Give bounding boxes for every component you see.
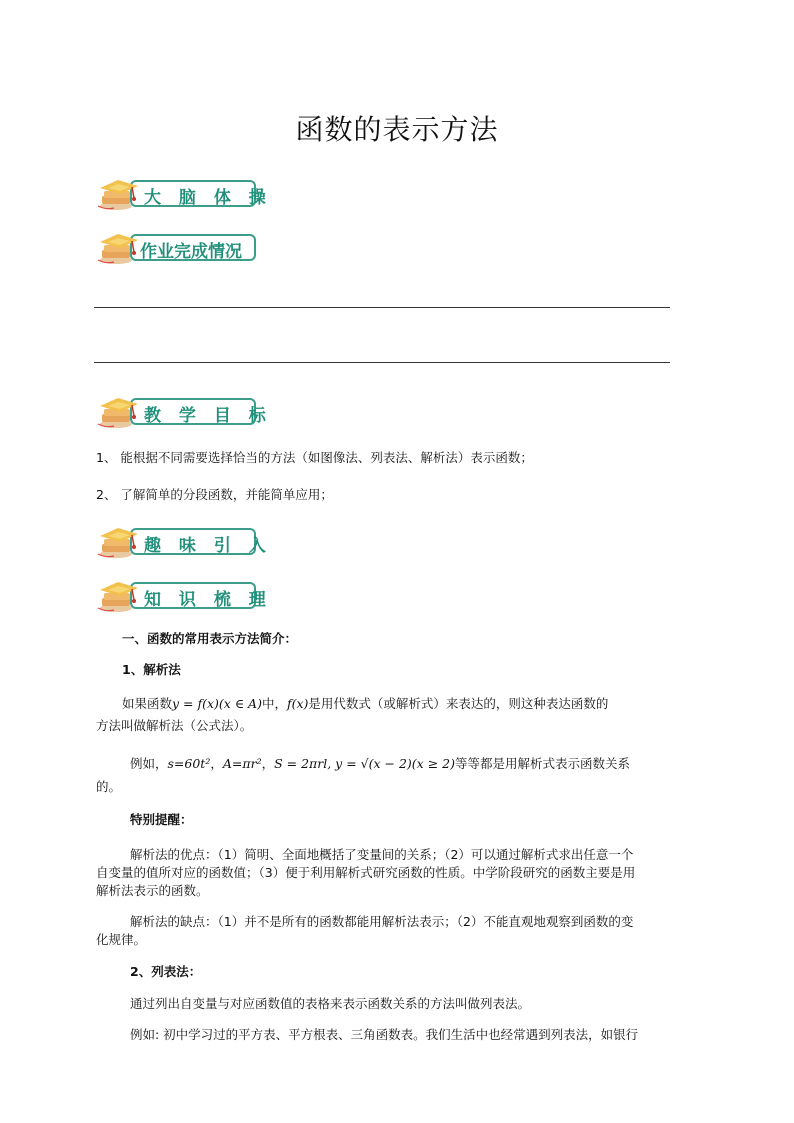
banner-tab [130,398,272,426]
banner-label: 大 脑 体 操 [144,188,272,208]
graduation-hat-icon [96,226,144,266]
formula-surface: S = 2πrl, y = √(x − 2)(x ≥ 2) [274,756,455,771]
banner-brain-exercise [96,172,272,212]
advantages-line3: 解析法表示的函数。 [96,883,209,898]
banner-tab [130,180,272,208]
formula-function: y = f(x)(x ∈ A) [172,696,262,711]
formula-s: s=60t² [167,756,211,771]
formula-area: A=πr² [222,756,262,771]
analytic-paragraph-line1: 如果函数y = f(x)(x ∈ A)中，f(x)是用代数式（或解析式）来表达的，则这种表达函数的 [122,696,609,711]
banner-homework [96,226,260,266]
banner-label: 作业完成情况 [140,242,242,262]
page-title: 函数的表示方法 [295,113,499,146]
disadvantages-line1: 解析法的缺点：（1）并不是所有的函数都能用解析法表示；（2）不能直观地观察到函数的变 [130,914,634,929]
subsection-table: 2、列表法： [130,964,202,979]
goal-item-2: 2、 了解简单的分段函数，并能简单应用； [96,487,333,502]
answer-line [94,307,670,308]
formula-fx: f(x) [286,696,309,711]
tip-title: 特别提醒： [130,812,193,827]
subsection-analytic: 1、解析法 [122,662,181,677]
example-line1: 例如，s=60t²，A=πr²，S = 2πrl, y = √(x − 2)(x ≥ 2)等等都是用解析式表示函数关系 [130,756,630,771]
banner-tab [130,528,272,556]
graduation-hat-icon [96,520,144,560]
goal-item-1: 1、 能根据不同需要选择恰当的方法（如图像法、列表法、解析法）表示函数； [96,450,533,465]
banner-teaching-goals [96,390,272,430]
advantages-line1: 解析法的优点：（1）简明、全面地概括了变量间的关系；（2）可以通过解析式求出任意一个 [130,847,634,862]
table-method-paragraph: 通过列出自变量与对应函数值的表格来表示函数关系的方法叫做列表法。 [130,996,531,1011]
banner-fun-intro [96,520,272,560]
example-line2: 的。 [96,779,122,794]
banner-knowledge-review [96,574,272,614]
banner-tab [130,582,272,610]
advantages-line2: 自变量的值所对应的函数值；（3）便于利用解析式研究函数的性质。中学阶段研究的函数主要是用 [96,865,636,880]
answer-line [94,362,670,363]
graduation-hat-icon [96,574,144,614]
graduation-hat-icon [96,172,144,212]
banner-label: 趣 味 引 入 [144,536,272,556]
graduation-hat-icon [96,390,144,430]
banner-tab [130,234,256,261]
banner-label: 教 学 目 标 [144,406,272,426]
table-method-example: 例如: 初中学习过的平方表、平方根表、三角函数表。我们生活中也经常遇到列表法，如银行 [130,1027,639,1042]
analytic-paragraph-line2: 方法叫做解析法（公式法）。 [96,718,253,733]
section-heading: 一、函数的常用表示方法简介： [122,631,298,646]
disadvantages-line2: 化规律。 [96,932,147,947]
banner-label: 知 识 梳 理 [144,590,272,610]
